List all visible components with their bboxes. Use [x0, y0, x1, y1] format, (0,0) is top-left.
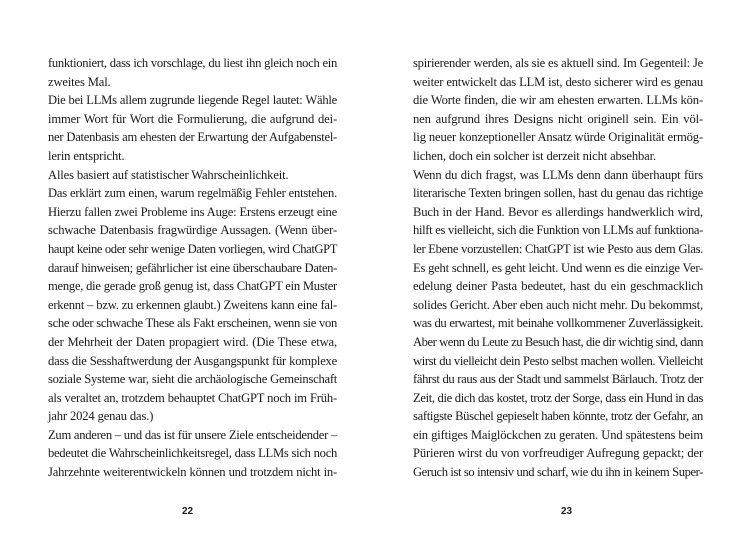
text-line: lerin entspricht.	[48, 148, 125, 163]
text-line: wirst du vielleicht dein Pesto selbst machen wollen. Vielleicht	[413, 353, 703, 368]
text-line: ein giftiges Maiglöckchen zu geraten. Und spätestens beim	[413, 427, 703, 442]
text-line: spirierender werden, als sie es aktuell sind. Im Gegenteil: Je	[413, 56, 703, 70]
left-page-number: 22	[182, 506, 194, 517]
text-line: Geruch ist so intensiv und scharf, wie du ihn in keinem Super-	[413, 465, 703, 480]
text-line: sche oder schwache These als Fakt erscheinen, wenn sie von	[48, 316, 337, 331]
right-body-text	[413, 54, 703, 482]
text-line: menge, die gerade groß genug ist, dass ChatGPT ein Muster	[48, 279, 337, 294]
text-line: Das erklärt zum einen, warum regelmäßig Fehler entstehen.	[48, 186, 337, 201]
text-line: immer Wort für Wort die Formulierung, die aufgrund dei-	[48, 111, 337, 126]
text-line: erkennt – bzw. zu erkennen glaubt.) Zweitens kann eine fal-	[48, 297, 337, 312]
text-line: als veraltet an, trotzdem behauptet ChatGPT noch im Früh-	[48, 390, 337, 405]
right-page-number: 23	[561, 506, 573, 517]
text-line: zweites Mal.	[48, 74, 111, 89]
text-line: funktioniert, dass ich vorschlage, du liest ihn gleich noch ein	[48, 56, 337, 70]
text-line: Pürieren wirst du von vorfreudiger Aufregung gepackt; der	[413, 446, 703, 461]
text-line: hilft es vielleicht, sich die Funktion von LLMs auf funktiona-	[413, 223, 703, 238]
text-line: literarische Texten bringen sollen, hast du genau das richtige	[413, 186, 703, 201]
text-line: Hierzu fallen zwei Probleme ins Auge: Erstens erzeugt eine	[48, 204, 337, 219]
text-line: die Worte finden, die wir am ehesten erwarten. LLMs kön-	[413, 93, 703, 108]
text-line: Wenn du dich fragst, was LLMs denn dann überhaupt fürs	[413, 167, 703, 182]
text-line: solides Gericht. Aber eben auch nicht mehr. Du bekommst,	[413, 297, 703, 312]
text-line: saftigste Büschel gepieselt haben könnte, trotz der Gefahr, an	[413, 409, 703, 424]
right-page	[375, 0, 750, 538]
text-line: nen aufgrund ihres Designs nicht originell sein. Ein völ-	[413, 111, 703, 126]
text-line: lig neuer konzeptioneller Ansatz würde Originalität ermög-	[413, 130, 703, 145]
text-line: dass die Sesshaftwerdung der Ausgangspunkt für komplexe	[48, 353, 337, 368]
text-line: weiter entwickelt das LLM ist, desto sicherer wird es genau	[413, 74, 703, 89]
text-line: Alles basiert auf statistischer Wahrscheinlichkeit.	[48, 167, 289, 182]
text-line: Zeit, die dich das kostet, trotz der Sorge, dass ein Hund in das	[413, 390, 703, 405]
text-line: der Mehrheit der Daten propagiert wird. (Die These etwa,	[48, 334, 337, 349]
text-line: haupt keine oder sehr wenige Daten vorliegen, wird ChatGPT	[48, 241, 337, 256]
text-line: lichen, doch ein solcher ist derzeit nicht absehbar.	[413, 148, 656, 163]
left-body-text	[48, 54, 337, 482]
text-line: soziale Systeme war, sieht die archäologische Gemeinschaft	[48, 372, 337, 387]
text-line: Zum anderen – und das ist für unsere Ziele entscheidender –	[48, 427, 337, 442]
text-line: bedeutet die Wahrscheinlichkeitsregel, dass LLMs sich noch	[48, 446, 337, 461]
text-line: Es geht schnell, es geht leicht. Und wenn es die einzige Ver-	[413, 260, 703, 275]
text-line: was du erwartest, mit beinahe vollkommener Zuverlässigkeit.	[413, 316, 703, 331]
text-line: darauf hinweisen; gefährlicher ist eine überschaubare Daten-	[48, 260, 337, 275]
text-line: Aber wenn du Leute zu Besuch hast, die dir wichtig sind, dann	[413, 334, 703, 349]
text-line: Buch in der Hand. Bevor es allerdings handwerklich wird,	[413, 204, 703, 219]
text-line: jahr 2024 genau das.)	[48, 409, 154, 424]
text-line: Jahrzehnte weiterentwickeln können und trotzdem nicht in-	[48, 465, 337, 480]
text-line: ler Ebene vorzustellen: ChatGPT ist wie Pesto aus dem Glas.	[413, 241, 703, 256]
text-line: ner Datenbasis am ehesten der Erwartung der Aufgabenstel-	[48, 130, 337, 145]
text-line: schwache Datenbasis fragwürdige Aussagen. (Wenn über-	[48, 223, 337, 238]
text-line: edelung deiner Pasta bedeutet, hast du ein geschmacklich	[413, 279, 703, 294]
text-line: fährst du raus aus der Stadt und sammelst Bärlauch. Trotz der	[413, 372, 703, 387]
text-line: Die bei LLMs allem zugrunde liegende Regel lautet: Wähle	[48, 93, 337, 108]
